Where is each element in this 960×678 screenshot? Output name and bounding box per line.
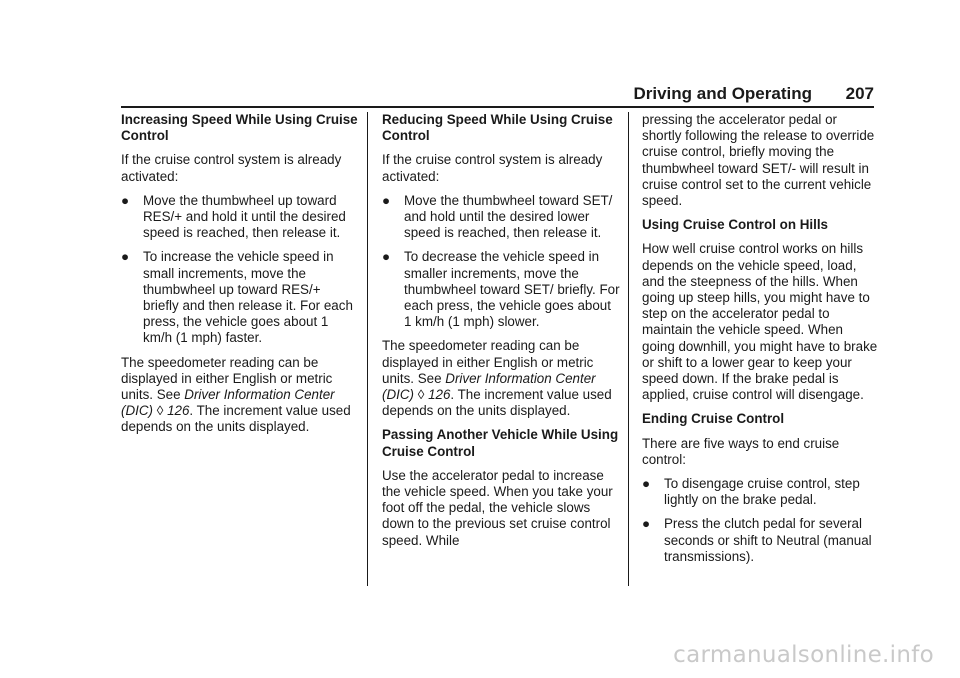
reference-arrow-icon: ◊: [156, 403, 164, 419]
page-ref-link[interactable]: 126: [167, 403, 190, 419]
list-item: [121, 193, 359, 242]
section-title: Driving and Operating: [633, 84, 812, 103]
list-item: [382, 249, 620, 330]
heading-ending-cruise: Ending Cruise Control: [642, 411, 785, 427]
column-divider: [628, 112, 629, 586]
page-number: 207: [845, 84, 874, 103]
page-ref-link[interactable]: 126: [428, 387, 451, 403]
bullet-list: [121, 193, 359, 347]
list-item-text: Press the clutch pedal for several seconds or shift to Neutral (manual transmissions).: [664, 516, 872, 564]
bullet-icon: ●: [382, 249, 391, 265]
reference-arrow-icon: ◊: [417, 387, 425, 403]
list-item: [642, 516, 878, 565]
list-item: [642, 476, 878, 508]
bullet-icon: ●: [382, 192, 391, 208]
paragraph: There are five ways to end cruise control:: [642, 435, 840, 467]
list-item-text: To increase the vehicle speed in small increments, move the thumbwheel up toward RES/+ briefly and then release it. For each press, the vehicle goes about 1 km/h (1 mph) faster.: [143, 249, 353, 346]
heading-increasing-speed: Increasing Speed While Using Cruise Control: [121, 112, 358, 144]
bullet-list: [642, 476, 878, 565]
list-item-text: To disengage cruise control, step lightly on the brake pedal.: [664, 476, 860, 508]
heading-reducing-speed: Reducing Speed While Using Cruise Control: [382, 112, 613, 144]
paragraph-text: . The increment value used depends on the units displayed.: [121, 403, 351, 435]
paragraph-text: The speedometer reading can be displayed in either English or metric units. See: [382, 338, 594, 386]
bullet-list: [382, 192, 624, 331]
paragraph-text: The speedometer reading can be displayed in either English or metric units. See: [121, 354, 333, 403]
paragraph: [121, 355, 359, 436]
list-item: [382, 192, 624, 242]
watermark: carmanualsonline.info: [673, 642, 934, 668]
column-divider: [367, 112, 368, 586]
page-header: [0, 83, 874, 105]
list-item-text: Move the thumbwheel up toward RES/+ and hold it until the desired speed is reached, then release it.: [143, 192, 346, 241]
paragraph: pressing the accelerator pedal or shortly following the release to override cruise control, briefly moving the thumbwheel toward SET/- will result in cruise control set to the current vehicle speed.: [642, 112, 875, 209]
list-item: [121, 249, 359, 346]
paragraph-text: . The increment value used depends on the units displayed.: [382, 387, 612, 419]
paragraph: If the cruise control system is already activated:: [121, 152, 342, 184]
list-item-text: Move the thumbwheel toward SET/ and hold until the desired lower speed is reached, then release it.: [404, 192, 624, 241]
column-1: [121, 112, 359, 444]
header-rule: [121, 106, 874, 108]
list-item-text: To decrease the vehicle speed in smaller increments, move the thumbwheel toward SET/ briefly. For each press, the vehicle goes about 1 km/h (1 mph) slower.: [404, 249, 620, 330]
bullet-icon: ●: [121, 192, 130, 208]
heading-passing-vehicle: Passing Another Vehicle While Using Cruise Control: [382, 427, 619, 459]
paragraph: Use the accelerator pedal to increase the vehicle speed. When you take your foot off the pedal, the vehicle slows down to the previous set cruise control speed. While: [382, 467, 613, 548]
column-3: [642, 112, 878, 573]
paragraph: If the cruise control system is already activated:: [382, 152, 603, 184]
paragraph: [382, 338, 620, 419]
bullet-icon: ●: [642, 476, 651, 492]
dic-link[interactable]: Driver Information Center (DIC): [121, 387, 335, 419]
bullet-icon: ●: [642, 516, 651, 532]
column-2: [382, 112, 624, 557]
dic-link[interactable]: Driver Information Center (DIC): [382, 370, 596, 403]
paragraph: How well cruise control works on hills depends on the vehicle speed, load, and the steepness of the hills. When going up steep hills, you might have to step on the accelerator pedal to maintain the vehicle speed. When going downhill, you might have to brake or shift to a lower gear to keep your speed down. If the brake pedal is applied, cruise control will disengage.: [642, 241, 878, 403]
bullet-icon: ●: [121, 249, 130, 265]
heading-cruise-on-hills: Using Cruise Control on Hills: [642, 217, 828, 233]
